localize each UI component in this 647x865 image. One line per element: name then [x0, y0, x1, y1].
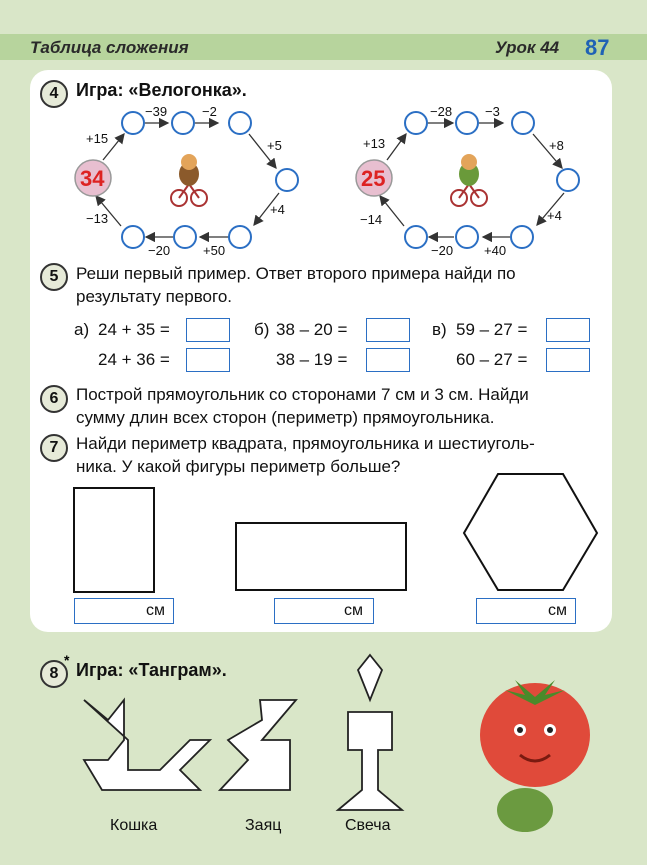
race2-step: −3 [485, 104, 500, 119]
race2-node [456, 112, 478, 134]
answer-box[interactable] [186, 348, 230, 372]
task5-number: 5 [40, 263, 68, 291]
race1-node [229, 112, 251, 134]
task4-title: Игра: «Велогонка». [76, 80, 247, 100]
task7-text-line: Найди периметр квадрата, прямоугольника и шестиуголь- [76, 434, 535, 453]
race2-node [405, 226, 427, 248]
task8-number: 8 [40, 660, 68, 688]
race1-step: −13 [86, 211, 109, 226]
race2-node [405, 112, 427, 134]
race1-node [172, 112, 194, 134]
task5-text [76, 262, 601, 308]
race2-step: +13 [363, 136, 386, 151]
race2-node [512, 112, 534, 134]
cyclist-illustration [451, 154, 487, 206]
star-marker: * [64, 652, 70, 668]
race1-node [229, 226, 251, 248]
task5-c-eq2: 60 – 27 = [456, 350, 528, 369]
answer-box[interactable] [186, 318, 230, 342]
unit-label: см [344, 602, 363, 619]
rectangle-figure [236, 523, 406, 590]
race2-step: −20 [431, 243, 454, 258]
task7-text-line: ника. У какой фигуры периметр больше? [76, 457, 401, 476]
race1-node [122, 226, 144, 248]
race1-node [122, 112, 144, 134]
task7-text [76, 432, 601, 478]
square-figure [74, 488, 154, 592]
task6-text-line: Построй прямоугольник со сторонами 7 см и 3 см. Найди [76, 385, 529, 404]
answer-box[interactable] [366, 318, 410, 342]
race2-step: +40 [484, 243, 507, 258]
race2-node [557, 169, 579, 191]
task5-text-line: Реши первый пример. Ответ второго примера найди по [76, 264, 516, 283]
race1-step: +5 [267, 138, 282, 153]
task5-a-label: а) [74, 320, 90, 339]
race2-step: +4 [547, 208, 562, 223]
race2-step: +8 [549, 138, 564, 153]
task6-text [76, 383, 601, 429]
task5-c-label: в) [432, 320, 447, 339]
tangram-cat [84, 700, 210, 790]
race1-step: −2 [202, 104, 217, 119]
task5-text-line: результату первого. [76, 287, 233, 306]
tangram-caption: Кошка [110, 817, 158, 834]
cyclist-illustration [171, 154, 207, 206]
tangram-candle [338, 655, 402, 810]
race1-step: +50 [203, 243, 226, 258]
race1-step: +15 [86, 131, 109, 146]
hexagon-figure [464, 474, 597, 590]
unit-label: см [146, 602, 165, 619]
task5-b-label: б) [254, 320, 270, 339]
race1-start-value: 34 [80, 166, 105, 191]
tangram-caption: Свеча [345, 817, 391, 834]
race2-node [456, 226, 478, 248]
unit-label: см [548, 602, 567, 619]
race2-node [511, 226, 533, 248]
task6-number: 6 [40, 385, 68, 413]
task5-b-eq1: 38 – 20 = [276, 320, 348, 339]
task7-number: 7 [40, 434, 68, 462]
task6-text-line: сумму длин всех сторон (периметр) прямоугольника. [76, 408, 495, 427]
race2-step: −14 [360, 212, 383, 227]
task5-a-eq1: 24 + 35 = [98, 320, 170, 339]
task5-a-eq2: 24 + 36 = [98, 350, 170, 369]
answer-box[interactable] [546, 348, 590, 372]
race1-node [276, 169, 298, 191]
task4-number: 4 [40, 80, 68, 108]
task5-c-eq1: 59 – 27 = [456, 320, 528, 339]
page-number: 87 [585, 35, 610, 60]
answer-box[interactable] [546, 318, 590, 342]
race2-step: −28 [430, 104, 453, 119]
race1-node [174, 226, 196, 248]
race1-step: −39 [145, 104, 168, 119]
lesson-label: Урок 44 [495, 38, 560, 57]
task5-b-eq2: 38 – 19 = [276, 350, 348, 369]
task8-title: Игра: «Танграм». [76, 660, 227, 680]
race2-start-value: 25 [361, 166, 386, 191]
answer-box[interactable] [366, 348, 410, 372]
race1-step: +4 [270, 202, 285, 217]
tangram-caption: Заяц [245, 817, 282, 834]
race1-step: −20 [148, 243, 171, 258]
tomato-character [480, 680, 590, 832]
section-title: Таблица сложения [30, 38, 189, 57]
tangram-rabbit [220, 700, 296, 790]
